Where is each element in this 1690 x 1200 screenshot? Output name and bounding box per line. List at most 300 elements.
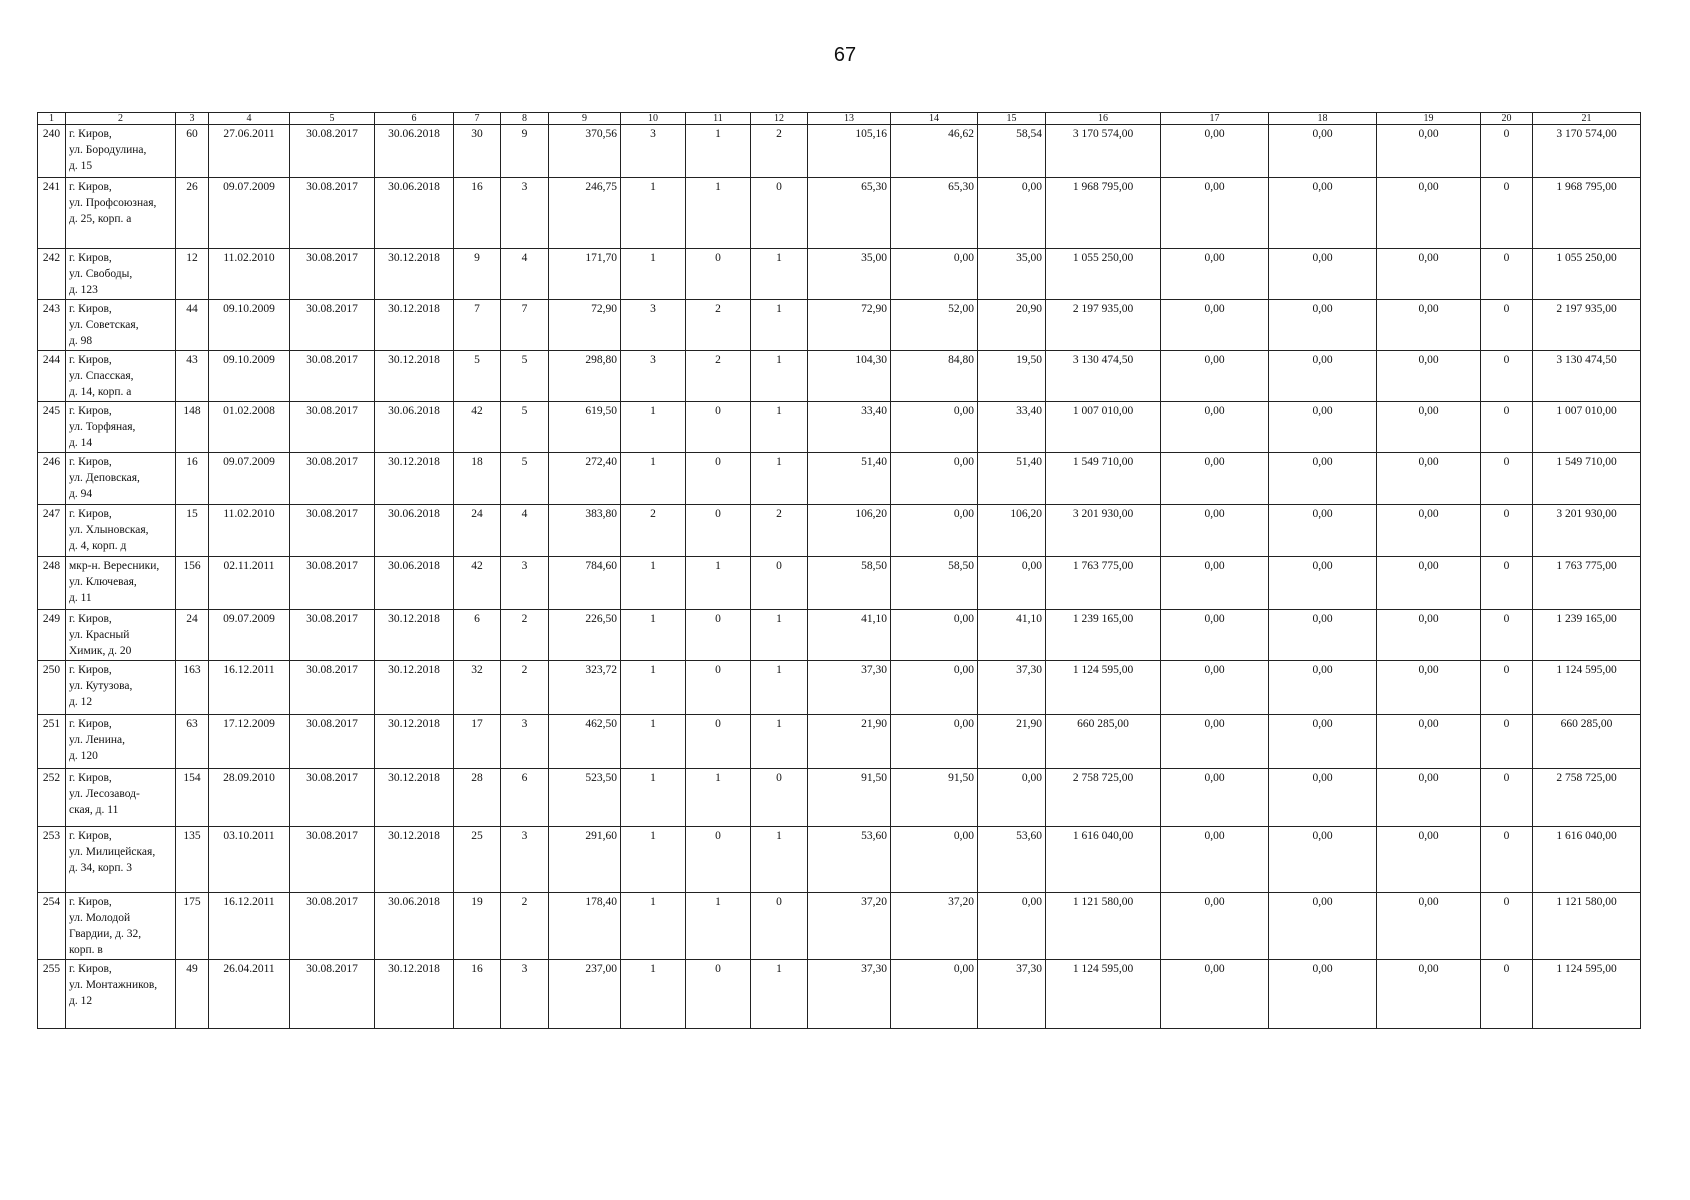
table-cell: 246,75 <box>549 178 621 249</box>
table-cell: 30.06.2018 <box>375 893 454 960</box>
table-cell: 1 <box>621 249 686 300</box>
table-cell: 1 763 775,00 <box>1046 557 1161 610</box>
table-cell: 2 758 725,00 <box>1046 769 1161 827</box>
column-header: 4 <box>209 113 290 125</box>
table-cell: 226,50 <box>549 610 621 661</box>
table-cell: 0,00 <box>1377 402 1481 453</box>
table-cell: 0 <box>1481 125 1533 178</box>
table-cell: 2 <box>686 351 751 402</box>
table-cell: 0,00 <box>978 557 1046 610</box>
table-cell: 370,56 <box>549 125 621 178</box>
table-cell: 105,16 <box>808 125 891 178</box>
address-cell: г. Киров, ул. Спасская, д. 14, корп. а <box>66 351 176 402</box>
table-cell: 0,00 <box>978 769 1046 827</box>
table-cell: 0 <box>1481 453 1533 505</box>
table-cell: 178,40 <box>549 893 621 960</box>
table-cell: 16 <box>454 960 501 1029</box>
table-cell: 0,00 <box>1161 402 1269 453</box>
column-header: 1 <box>38 113 66 125</box>
table-cell: 1 007 010,00 <box>1533 402 1641 453</box>
table-cell: 20,90 <box>978 300 1046 351</box>
table-cell: 1 <box>621 453 686 505</box>
table-cell: 0,00 <box>1269 351 1377 402</box>
table-cell: 1 <box>686 893 751 960</box>
table-cell: 0,00 <box>978 893 1046 960</box>
table-cell: 1 <box>751 453 808 505</box>
table-cell: 16 <box>454 178 501 249</box>
row-number-cell: 242 <box>38 249 66 300</box>
table-cell: 49 <box>176 960 209 1029</box>
table-cell: 37,30 <box>808 661 891 715</box>
table-cell: 21,90 <box>808 715 891 769</box>
table-cell: 660 285,00 <box>1533 715 1641 769</box>
table-cell: 1 <box>751 610 808 661</box>
table-cell: 0 <box>1481 661 1533 715</box>
column-header: 16 <box>1046 113 1161 125</box>
row-number-cell: 255 <box>38 960 66 1029</box>
column-header: 5 <box>290 113 375 125</box>
table-cell: 0,00 <box>1377 827 1481 893</box>
table-cell: 1 239 165,00 <box>1533 610 1641 661</box>
table-cell: 17 <box>454 715 501 769</box>
table-cell: 4 <box>501 249 549 300</box>
table-row <box>38 769 1641 827</box>
table-cell: 30.08.2017 <box>290 300 375 351</box>
address-cell: г. Киров, ул. Советская, д. 98 <box>66 300 176 351</box>
table-cell: 0 <box>751 769 808 827</box>
table-cell: 91,50 <box>808 769 891 827</box>
table-cell: 09.07.2009 <box>209 453 290 505</box>
table-cell: 523,50 <box>549 769 621 827</box>
table-cell: 2 <box>751 125 808 178</box>
column-header: 7 <box>454 113 501 125</box>
address-cell: г. Киров, ул. Кутузова, д. 12 <box>66 661 176 715</box>
table-cell: 0,00 <box>1269 960 1377 1029</box>
table-cell: 0 <box>1481 769 1533 827</box>
table-cell: 1 <box>686 125 751 178</box>
table-cell: 0 <box>751 178 808 249</box>
housing-register-table <box>37 112 1641 1029</box>
table-cell: 0,00 <box>891 402 978 453</box>
table-cell: 291,60 <box>549 827 621 893</box>
table-cell: 0,00 <box>1377 960 1481 1029</box>
row-number-cell: 247 <box>38 505 66 557</box>
address-cell: г. Киров, ул. Лесозавод- ская, д. 11 <box>66 769 176 827</box>
table-cell: 63 <box>176 715 209 769</box>
address-cell: г. Киров, ул. Хлыновская, д. 4, корп. д <box>66 505 176 557</box>
table-cell: 1 124 595,00 <box>1533 960 1641 1029</box>
table-cell: 0 <box>686 505 751 557</box>
table-cell: 106,20 <box>808 505 891 557</box>
table-cell: 2 758 725,00 <box>1533 769 1641 827</box>
table-cell: 7 <box>501 300 549 351</box>
address-cell: г. Киров, ул. Ленина, д. 120 <box>66 715 176 769</box>
table-cell: 0,00 <box>1269 402 1377 453</box>
table-cell: 37,20 <box>808 893 891 960</box>
table-cell: 18 <box>454 453 501 505</box>
table-cell: 19,50 <box>978 351 1046 402</box>
table-cell: 0,00 <box>1377 300 1481 351</box>
table-cell: 0,00 <box>1377 351 1481 402</box>
table-cell: 30.12.2018 <box>375 351 454 402</box>
table-cell: 1 <box>621 893 686 960</box>
table-cell: 30.12.2018 <box>375 960 454 1029</box>
table-cell: 0 <box>686 960 751 1029</box>
table-cell: 0,00 <box>1269 610 1377 661</box>
table-cell: 1 <box>621 960 686 1029</box>
table-cell: 1 <box>621 661 686 715</box>
table-cell: 0,00 <box>1161 178 1269 249</box>
table-cell: 1 <box>621 557 686 610</box>
table-row <box>38 610 1641 661</box>
table-cell: 6 <box>501 769 549 827</box>
row-number-cell: 252 <box>38 769 66 827</box>
table-cell: 02.11.2011 <box>209 557 290 610</box>
table-cell: 46,62 <box>891 125 978 178</box>
table-cell: 1 <box>621 402 686 453</box>
row-number-cell: 243 <box>38 300 66 351</box>
table-row <box>38 893 1641 960</box>
table-cell: 0 <box>751 557 808 610</box>
table-cell: 1 239 165,00 <box>1046 610 1161 661</box>
table-cell: 0,00 <box>891 960 978 1029</box>
table-cell: 3 <box>501 557 549 610</box>
address-cell: г. Киров, ул. Милицейская, д. 34, корп. 3 <box>66 827 176 893</box>
table-cell: 16.12.2011 <box>209 893 290 960</box>
table-row <box>38 249 1641 300</box>
table-cell: 3 <box>501 715 549 769</box>
table-cell: 42 <box>454 402 501 453</box>
table-cell: 7 <box>454 300 501 351</box>
table-cell: 30.08.2017 <box>290 769 375 827</box>
table-cell: 33,40 <box>978 402 1046 453</box>
table-body <box>38 125 1641 1029</box>
table-cell: 1 <box>751 402 808 453</box>
table-cell: 51,40 <box>978 453 1046 505</box>
table-cell: 0,00 <box>891 661 978 715</box>
table-cell: 0 <box>1481 351 1533 402</box>
table-row <box>38 453 1641 505</box>
table-cell: 5 <box>501 453 549 505</box>
table-cell: 0 <box>1481 300 1533 351</box>
table-cell: 30.08.2017 <box>290 249 375 300</box>
table-cell: 0,00 <box>1269 893 1377 960</box>
table-cell: 1 124 595,00 <box>1046 661 1161 715</box>
table-cell: 0 <box>686 715 751 769</box>
table-row <box>38 300 1641 351</box>
table-cell: 0,00 <box>1377 249 1481 300</box>
table-cell: 0 <box>1481 893 1533 960</box>
table-cell: 26.04.2011 <box>209 960 290 1029</box>
table-cell: 3 201 930,00 <box>1046 505 1161 557</box>
table-cell: 01.02.2008 <box>209 402 290 453</box>
table-cell: 60 <box>176 125 209 178</box>
table-cell: 0 <box>1481 505 1533 557</box>
table-cell: 03.10.2011 <box>209 827 290 893</box>
address-cell: г. Киров, ул. Красный Химик, д. 20 <box>66 610 176 661</box>
table-cell: 0,00 <box>1377 125 1481 178</box>
table-cell: 1 124 595,00 <box>1046 960 1161 1029</box>
table-cell: 0,00 <box>1377 505 1481 557</box>
table-cell: 65,30 <box>891 178 978 249</box>
table-cell: 0,00 <box>891 505 978 557</box>
table-cell: 0 <box>686 827 751 893</box>
table-cell: 30.12.2018 <box>375 769 454 827</box>
address-cell: г. Киров, ул. Бородулина, д. 15 <box>66 125 176 178</box>
column-header: 9 <box>549 113 621 125</box>
table-cell: 0,00 <box>1161 505 1269 557</box>
table-cell: 37,20 <box>891 893 978 960</box>
row-number-cell: 254 <box>38 893 66 960</box>
table-cell: 0,00 <box>1161 960 1269 1029</box>
table-cell: 30.06.2018 <box>375 505 454 557</box>
table-cell: 42 <box>454 557 501 610</box>
table-cell: 30.08.2017 <box>290 178 375 249</box>
table-cell: 0 <box>1481 402 1533 453</box>
column-header: 17 <box>1161 113 1269 125</box>
table-cell: 0,00 <box>1269 557 1377 610</box>
table-cell: 21,90 <box>978 715 1046 769</box>
table-cell: 58,50 <box>891 557 978 610</box>
table-cell: 0,00 <box>891 610 978 661</box>
row-number-cell: 249 <box>38 610 66 661</box>
table-cell: 104,30 <box>808 351 891 402</box>
column-header: 12 <box>751 113 808 125</box>
table-cell: 1 055 250,00 <box>1533 249 1641 300</box>
table-row <box>38 402 1641 453</box>
table-cell: 1 <box>751 715 808 769</box>
table-row <box>38 557 1641 610</box>
table-cell: 1 549 710,00 <box>1533 453 1641 505</box>
table-cell: 0 <box>1481 178 1533 249</box>
column-header: 19 <box>1377 113 1481 125</box>
row-number-cell: 241 <box>38 178 66 249</box>
table-cell: 0 <box>686 610 751 661</box>
table-cell: 0,00 <box>978 178 1046 249</box>
table-cell: 30.08.2017 <box>290 505 375 557</box>
table-cell: 323,72 <box>549 661 621 715</box>
address-cell: г. Киров, ул. Торфяная, д. 14 <box>66 402 176 453</box>
table-cell: 2 <box>621 505 686 557</box>
table-cell: 0,00 <box>1161 351 1269 402</box>
table-cell: 30.12.2018 <box>375 715 454 769</box>
table-cell: 3 <box>501 827 549 893</box>
table-cell: 37,30 <box>978 661 1046 715</box>
table-cell: 1 121 580,00 <box>1533 893 1641 960</box>
table-cell: 09.07.2009 <box>209 610 290 661</box>
table-cell: 3 <box>621 351 686 402</box>
table-cell: 30.08.2017 <box>290 893 375 960</box>
table-cell: 30.08.2017 <box>290 351 375 402</box>
table-cell: 43 <box>176 351 209 402</box>
table-cell: 0,00 <box>1269 178 1377 249</box>
column-header: 11 <box>686 113 751 125</box>
table-cell: 0,00 <box>1377 661 1481 715</box>
column-header: 6 <box>375 113 454 125</box>
table-cell: 106,20 <box>978 505 1046 557</box>
row-number-cell: 253 <box>38 827 66 893</box>
address-cell: г. Киров, ул. Деповская, д. 94 <box>66 453 176 505</box>
table-cell: 784,60 <box>549 557 621 610</box>
table-cell: 0,00 <box>1161 769 1269 827</box>
table-cell: 09.10.2009 <box>209 300 290 351</box>
table-cell: 383,80 <box>549 505 621 557</box>
table-cell: 30.06.2018 <box>375 557 454 610</box>
table-cell: 25 <box>454 827 501 893</box>
row-number-cell: 251 <box>38 715 66 769</box>
table-cell: 30.08.2017 <box>290 557 375 610</box>
table-cell: 30 <box>454 125 501 178</box>
table-cell: 1 763 775,00 <box>1533 557 1641 610</box>
table-cell: 0,00 <box>1161 557 1269 610</box>
table-cell: 24 <box>454 505 501 557</box>
address-cell: г. Киров, ул. Свободы, д. 123 <box>66 249 176 300</box>
table-cell: 30.12.2018 <box>375 610 454 661</box>
table-cell: 0,00 <box>1269 125 1377 178</box>
table-cell: 2 <box>501 661 549 715</box>
table-cell: 28 <box>454 769 501 827</box>
column-header: 15 <box>978 113 1046 125</box>
table-cell: 5 <box>501 402 549 453</box>
table-cell: 0,00 <box>1269 715 1377 769</box>
row-number-cell: 244 <box>38 351 66 402</box>
table-cell: 12 <box>176 249 209 300</box>
table-cell: 3 <box>501 960 549 1029</box>
table-cell: 0,00 <box>1377 715 1481 769</box>
table-cell: 0,00 <box>1161 610 1269 661</box>
table-cell: 53,60 <box>978 827 1046 893</box>
table-cell: 2 <box>686 300 751 351</box>
table-cell: 11.02.2010 <box>209 505 290 557</box>
table-cell: 30.08.2017 <box>290 402 375 453</box>
table-cell: 462,50 <box>549 715 621 769</box>
table-cell: 171,70 <box>549 249 621 300</box>
table-cell: 44 <box>176 300 209 351</box>
table-cell: 1 <box>621 178 686 249</box>
table-cell: 0 <box>1481 249 1533 300</box>
table-cell: 0,00 <box>1269 453 1377 505</box>
table-cell: 0,00 <box>1161 453 1269 505</box>
table-cell: 3 130 474,50 <box>1046 351 1161 402</box>
table-cell: 32 <box>454 661 501 715</box>
table-row <box>38 661 1641 715</box>
row-number-cell: 250 <box>38 661 66 715</box>
table-cell: 1 <box>751 351 808 402</box>
table-cell: 30.12.2018 <box>375 453 454 505</box>
column-header: 20 <box>1481 113 1533 125</box>
table-cell: 35,00 <box>808 249 891 300</box>
table-cell: 16 <box>176 453 209 505</box>
table-cell: 163 <box>176 661 209 715</box>
table-cell: 17.12.2009 <box>209 715 290 769</box>
table-cell: 30.12.2018 <box>375 661 454 715</box>
table-cell: 0,00 <box>1161 300 1269 351</box>
table-cell: 2 197 935,00 <box>1046 300 1161 351</box>
table-cell: 0 <box>1481 557 1533 610</box>
address-cell: г. Киров, ул. Профсоюзная, д. 25, корп. а <box>66 178 176 249</box>
table-cell: 1 <box>621 827 686 893</box>
table-cell: 5 <box>454 351 501 402</box>
table-cell: 30.06.2018 <box>375 402 454 453</box>
table-cell: 0 <box>1481 715 1533 769</box>
table-cell: 30.08.2017 <box>290 610 375 661</box>
table-cell: 0,00 <box>1377 453 1481 505</box>
table-cell: 11.02.2010 <box>209 249 290 300</box>
table-cell: 91,50 <box>891 769 978 827</box>
table-cell: 37,30 <box>808 960 891 1029</box>
table-cell: 24 <box>176 610 209 661</box>
table-cell: 30.06.2018 <box>375 125 454 178</box>
table-cell: 1 616 040,00 <box>1046 827 1161 893</box>
table-cell: 272,40 <box>549 453 621 505</box>
page-number: 67 <box>833 44 857 66</box>
table-cell: 9 <box>454 249 501 300</box>
table-cell: 1 549 710,00 <box>1046 453 1161 505</box>
table-cell: 1 007 010,00 <box>1046 402 1161 453</box>
table-cell: 0,00 <box>1161 249 1269 300</box>
address-cell: мкр-н. Вересники, ул. Ключевая, д. 11 <box>66 557 176 610</box>
row-number-cell: 245 <box>38 402 66 453</box>
table-row <box>38 715 1641 769</box>
table-cell: 2 <box>501 610 549 661</box>
table-cell: 0,00 <box>1377 610 1481 661</box>
table-cell: 28.09.2010 <box>209 769 290 827</box>
table-cell: 0,00 <box>1269 300 1377 351</box>
table-cell: 660 285,00 <box>1046 715 1161 769</box>
table-cell: 1 124 595,00 <box>1533 661 1641 715</box>
row-number-cell: 240 <box>38 125 66 178</box>
column-header: 3 <box>176 113 209 125</box>
table-cell: 1 <box>621 715 686 769</box>
table-cell: 0,00 <box>1269 661 1377 715</box>
table-cell: 30.08.2017 <box>290 661 375 715</box>
table-cell: 0,00 <box>1161 827 1269 893</box>
table-cell: 1 <box>621 769 686 827</box>
table-cell: 0,00 <box>1269 827 1377 893</box>
table-cell: 1 055 250,00 <box>1046 249 1161 300</box>
table-cell: 41,10 <box>808 610 891 661</box>
table-cell: 30.08.2017 <box>290 960 375 1029</box>
table-cell: 0 <box>1481 610 1533 661</box>
table-cell: 3 130 474,50 <box>1533 351 1641 402</box>
table-row <box>38 351 1641 402</box>
table-cell: 3 <box>501 178 549 249</box>
table-row <box>38 505 1641 557</box>
table-cell: 0 <box>751 893 808 960</box>
table-cell: 3 <box>621 300 686 351</box>
table-cell: 9 <box>501 125 549 178</box>
table-cell: 0,00 <box>1269 249 1377 300</box>
table-cell: 35,00 <box>978 249 1046 300</box>
row-number-cell: 248 <box>38 557 66 610</box>
table-cell: 1 <box>751 827 808 893</box>
column-header: 13 <box>808 113 891 125</box>
table-cell: 1 <box>686 557 751 610</box>
table-cell: 72,90 <box>808 300 891 351</box>
table-row <box>38 827 1641 893</box>
table-cell: 0 <box>686 661 751 715</box>
table-cell: 175 <box>176 893 209 960</box>
table-cell: 84,80 <box>891 351 978 402</box>
table-cell: 0,00 <box>1377 769 1481 827</box>
table-cell: 52,00 <box>891 300 978 351</box>
column-header: 8 <box>501 113 549 125</box>
table-cell: 30.06.2018 <box>375 178 454 249</box>
table-cell: 0,00 <box>1161 893 1269 960</box>
table-cell: 1 <box>686 769 751 827</box>
table-cell: 30.12.2018 <box>375 249 454 300</box>
table-cell: 0,00 <box>891 827 978 893</box>
